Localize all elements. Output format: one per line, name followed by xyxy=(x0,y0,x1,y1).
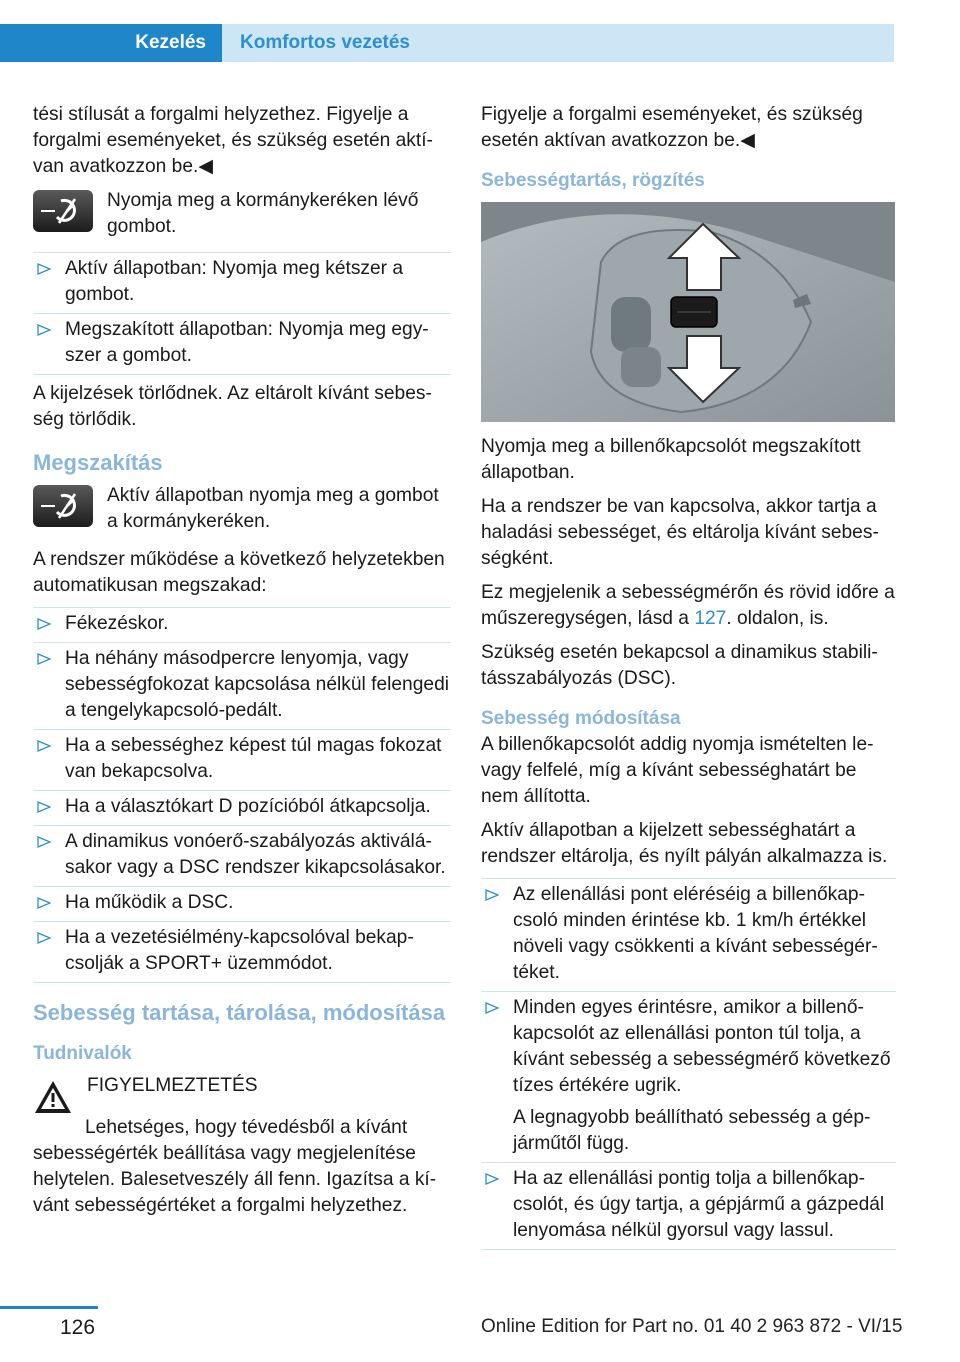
triangle-bullet-icon xyxy=(485,1173,499,1185)
warning-row xyxy=(33,1073,451,1115)
page-link[interactable]: 127 xyxy=(694,608,727,629)
triangle-bullet-icon xyxy=(485,1002,499,1014)
list-item: Ha működik a DSC. xyxy=(33,887,451,922)
press-button-text: Nyomja meg a kormánykeréken lévő gombot. xyxy=(107,190,419,237)
list-item: Ha a sebességhez képest túl magas fokozat van bekapcsolva. xyxy=(33,730,451,791)
steering-wheel-rocker-image xyxy=(481,202,895,422)
triangle-bullet-icon xyxy=(37,801,51,813)
interrupt-heading: Megszakítás xyxy=(33,450,163,475)
auto-bullet-list xyxy=(33,607,451,983)
press-bullet-list xyxy=(33,252,451,375)
press-button-row xyxy=(33,188,451,240)
triangle-bullet-icon xyxy=(37,836,51,848)
left-column xyxy=(33,102,451,1227)
list-item: Ha az ellenállási pontig tolja a billenőkapcsolót, és úgy tartja, a gépjármű a gázpedál lenyomása nélkül gyorsul vagy lassul. xyxy=(481,1163,896,1250)
modify-text: A billenőkapcsolót addig nyomja ismételten le- vagy felfelé, míg a kívánt sebességhatárt be nem állította. xyxy=(481,734,874,807)
modify-heading: Sebesség módosítása xyxy=(481,708,681,729)
press-rocker-text: Nyomja meg a billenőkapcsolót megszakított állapotban. xyxy=(481,436,861,483)
modify-bullet-list xyxy=(481,878,896,1250)
auto-interrupt-text: A rendszer működése a következő helyzetekben automatikusan megszakad: xyxy=(33,549,445,596)
triangle-bullet-icon xyxy=(37,740,51,752)
warning-triangle-icon xyxy=(33,1079,73,1115)
list-item: Az ellenállási pont eléréséig a billenőkapcsoló minden érintése kb. 1 km/h értékkel növeli vagy csökkenti a kívánt sebességértéket. xyxy=(481,879,896,992)
triangle-bullet-icon xyxy=(485,889,499,901)
bullet2-extra: A legnagyobb beállítható sebesség a gépjárműtől függ. xyxy=(513,1107,871,1154)
page-number: 126 xyxy=(60,1316,96,1339)
hold-heading: Sebességtartás, rögzítés xyxy=(481,170,705,191)
list-item: Minden egyes érintésre, amikor a billenőkapcsolót az ellenállási ponton túl tolja, a kívánt sebesség a sebességmérő következő tízes értékére ugrik. A legnagyobb beállítható sebesség a gépjárműtől függ. xyxy=(481,992,896,1163)
list-item: Ha néhány másodpercre lenyomja, vagy sebességfokozat kapcsolása nélkül felengedi a tengelykapcsoló-pedált. xyxy=(33,643,451,730)
list-item: Megszakított állapotban: Nyomja meg egyszer a gombot. xyxy=(33,314,451,375)
list-item: Ha a vezetésiélmény-kapcsolóval bekapcsolják a SPORT+ üzemmódot. xyxy=(33,922,451,983)
left-intro: tési stílusát a forgalmi helyzethez. Figyelje a forgalmi eseményeket, és szükség esetén aktívan avatkozzon be.◀ xyxy=(33,104,433,177)
list-item: Aktív állapotban: Nyomja meg kétszer a gombot. xyxy=(33,253,451,314)
stored-text: Ha a rendszer be van kapcsolva, akkor tartja a haladási sebességet, és eltárolja kívánt sebességként. xyxy=(481,496,879,569)
warning-title: FIGYELMEZTETÉS xyxy=(87,1075,258,1096)
shown-text: Ez megjelenik a sebességmérőn és rövid időre a műszeregységen, lásd a 127. oldalon, is. xyxy=(481,582,895,629)
notes-heading: Tudnivalók xyxy=(33,1043,132,1064)
interrupt-text: Aktív állapotban nyomja meg a gombot a kormánykeréken. xyxy=(107,485,439,532)
warning-text: Lehetséges, hogy tévedésből a kívánt sebességérték beállítása vagy megjelenítése helytelen. Balesetveszély áll fenn. Igazítsa a kívánt sebességértéket a forgalmi helyzethez. xyxy=(33,1117,437,1216)
cruise-control-button-icon xyxy=(33,485,93,527)
triangle-bullet-icon xyxy=(37,263,51,275)
list-item: Fékezéskor. xyxy=(33,608,451,643)
footer-rule xyxy=(0,1306,98,1309)
triangle-bullet-icon xyxy=(37,897,51,909)
cruise-control-button-icon xyxy=(33,190,93,232)
list-item: A dinamikus vonóerő-szabályozás aktiválásakor vagy a DSC rendszer kikapcsolásakor. xyxy=(33,826,451,887)
right-intro: Figyelje a forgalmi eseményeket, és szükség esetén aktívan avatkozzon be.◀ xyxy=(481,104,863,151)
section-heading: Sebesség tartása, tárolása, módosítása xyxy=(33,1000,446,1025)
header-section-tab: Kezelés xyxy=(0,24,222,62)
deleted-text: A kijelzések törlődnek. Az eltárolt kívánt sebesség törlődik. xyxy=(33,383,432,430)
header-subsection: Komfortos vezetés xyxy=(222,24,894,62)
right-column xyxy=(481,102,896,1256)
dsc-text: Szükség esetén bekapcsol a dinamikus stabilitásszabályozás (DSC). xyxy=(481,642,878,689)
list-item: Ha a választókart D pozícióból átkapcsolja. xyxy=(33,791,451,826)
edition-text: Online Edition for Part no. 01 40 2 963 872 - VI/15 xyxy=(481,1316,903,1337)
triangle-bullet-icon xyxy=(37,324,51,336)
active-text: Aktív állapotban a kijelzett sebességhatárt a rendszer eltárolja, és nyílt pályán alkalmazza is. xyxy=(481,820,888,867)
interrupt-row xyxy=(33,483,451,535)
triangle-bullet-icon xyxy=(37,653,51,665)
triangle-bullet-icon xyxy=(37,618,51,630)
triangle-bullet-icon xyxy=(37,932,51,944)
